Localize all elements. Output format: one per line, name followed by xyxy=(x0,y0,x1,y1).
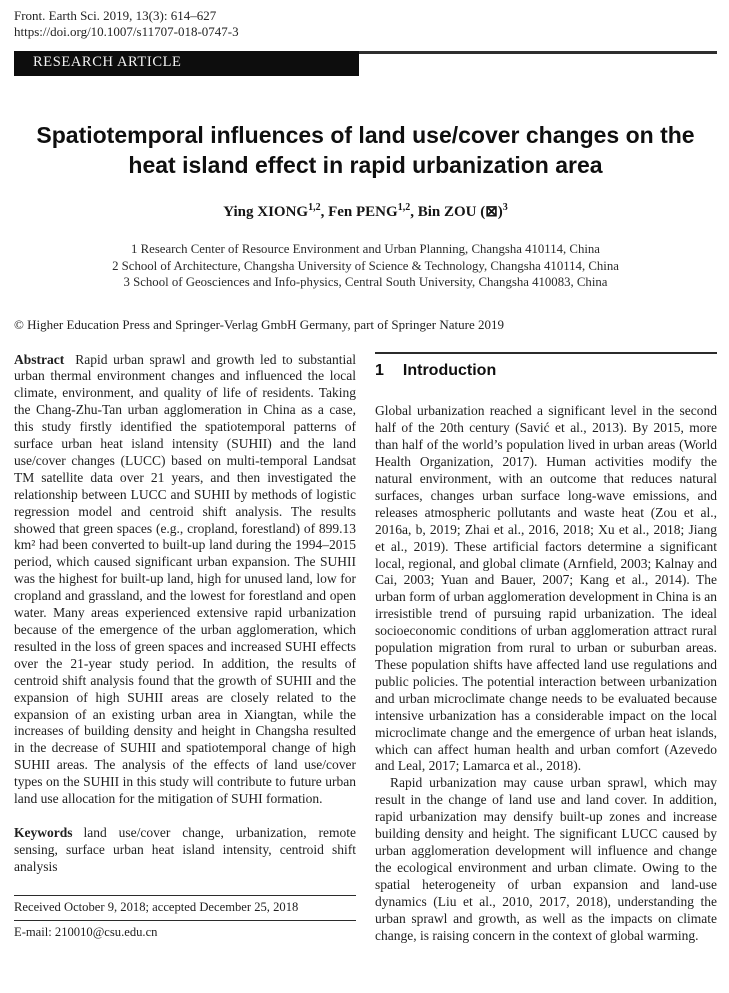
author-superscript: 1,2 xyxy=(397,202,411,213)
author-name: Bin ZOU (⊠) xyxy=(417,204,503,220)
right-column xyxy=(375,352,717,945)
keywords-label: Keywords xyxy=(14,824,73,840)
author-superscript: 1,2 xyxy=(308,202,321,213)
copyright-line: © Higher Education Press and Springer-Verlag GmbH Germany, part of Springer Nature 2019 xyxy=(14,316,505,332)
author-superscript: 3 xyxy=(502,202,508,213)
author-name: Ying XIONG xyxy=(223,204,309,220)
affiliation-line: 1 Research Center of Resource Environment and Urban Planning, Changsha 410114, China xyxy=(131,242,600,256)
section-title: Introduction xyxy=(402,361,497,379)
author-separator: , xyxy=(320,204,329,220)
email-line: E-mail: 210010@csu.edu.cn xyxy=(14,924,158,939)
affiliations-block xyxy=(14,241,717,291)
affiliation-line: 3 School of Geosciences and Info-physics, Central South University, Changsha 410083, China xyxy=(123,275,608,289)
authors-line xyxy=(14,202,717,221)
introduction-paragraph-1: Global urbanization reached a significant level in the second half of the 20th century (Savić et al., 2013). By 2015, more than half of the world’s population lived in urban areas (World Health Organization, 2017). Human activities modify the natural environment, with an outcome that reduces natural surfaces, changes urban surface long-wave emissions, and releases atmospheric pollutants and waste heat (Zou et al., 2016a, b, 2019; Zhai et al., 2016, 2018; Xu et al., 2018; Jiang et al., 2019). These artificial factors determine a significant local, regional, and global climate (Arnfield, 2003; Kalnay and Cai, 2003; Yuan and Bauer, 2007; Kang et al., 2014). The urban form of urban agglomeration development in China is an irresistible trend of pursuing rapid urbanization. The ideal socioeconomic conditions of urban agglomeration attract rural population migration from rural to urban or suburban areas. These population shifts have affected land use regulations and public policies. The potential interaction between urbanization and urban microclimate change needs to be evaluated because intensive urbanization has a considerable impact on the local microclimate change and the emergence of urban heat islands, which can affect human health and urban comfort (Azevedo and Leal, 2017; Lamarca et al., 2018). xyxy=(375,403,717,774)
banner-rule xyxy=(359,51,717,54)
abstract-label: Abstract xyxy=(14,351,65,367)
keywords-section xyxy=(14,825,356,876)
footnote-block xyxy=(14,895,356,945)
section-heading-introduction xyxy=(375,363,717,380)
keywords-text: land use/cover change, urbanization, remote sensing, surface urban heat island intensity, centroid shift analysis xyxy=(14,824,356,874)
article-type-banner-row xyxy=(14,51,717,76)
abstract-section xyxy=(14,352,356,808)
author-separator: , xyxy=(410,204,418,220)
article-type-banner: RESEARCH ARTICLE xyxy=(14,51,359,76)
affiliation-line: 2 School of Architecture, Changsha University of Science & Technology, Changsha 410114, China xyxy=(112,258,619,273)
section-top-rule xyxy=(375,352,717,354)
section-number: 1 xyxy=(375,361,384,379)
doi-line: https://doi.org/10.1007/s11707-018-0747-3 xyxy=(14,24,239,39)
left-column xyxy=(14,352,356,945)
introduction-paragraph-2: Rapid urbanization may cause urban sprawl, which may result in the change of land use and land cover. In addition, rapid urbanization may densify built-up zones and increase building density and height. The significant LUCC caused by urban agglomeration development will influence and change the ecological environment and urban climate. Owing to the spatial heterogeneity of urban expansion and land-use dynamics (Liu et al., 2010, 2017, 2018), understanding the urban sprawl and growth, as well as the impacts on climate change, is raising concern in the context of global warming. xyxy=(375,775,717,943)
received-line: Received October 9, 2018; accepted December 25, 2018 xyxy=(14,899,299,914)
paper-title: Spatiotemporal influences of land use/cover changes on the heat island effect in rapid urbanization area xyxy=(36,122,695,178)
author-name: Fen PENG xyxy=(328,204,398,220)
two-column-body xyxy=(14,352,717,945)
journal-citation: Front. Earth Sci. 2019, 13(3): 614–627 xyxy=(14,8,217,23)
abstract-text: Rapid urban sprawl and growth led to substantial urban thermal environment changes and influenced the local climate, environment, and quality of life of residents. Taking the Chang-Zhu-Tan urban agglomeration in China as a case, this study firstly identified the spatiotemporal patterns of surface urban heat island intensity (SUHII) and the land use/cover changes (LUCC) based on multi-temporal Landsat TM satellite data over 21 years, and then investigated the relationship between LUCC and SUHII by methods of logistic regression model and centroid shift analysis. The results showed that green spaces (e.g., cropland, forestland) of 899.13 km² had been converted to built-up land during the 1994–2015 period, which caused significant urban expansion. The SUHII was the highest for built-up land, high for unused land, low for cropland and grassland, and the lowest for forestland and open water. Many areas experienced extensive rapid urbanization because of the emergence of the urban agglomeration, which resulted in the loss of green spaces and increased SUHI effects over the 21-year study period. In addition, the results of centroid shift analysis found that the growth of SUHII and the expansion of high SUHII areas are closely related to the expansion of an existing urban area in Xiangtan, while the increases of building density and height in Changsha resulted in the decrease of SUHII and spatiotemporal change of high SUHII areas. The analysis of the effects of land use/cover types on the SUHII in this study will contribute to future urban land use allocation for the mitigation of SUHI formation. xyxy=(14,351,356,807)
